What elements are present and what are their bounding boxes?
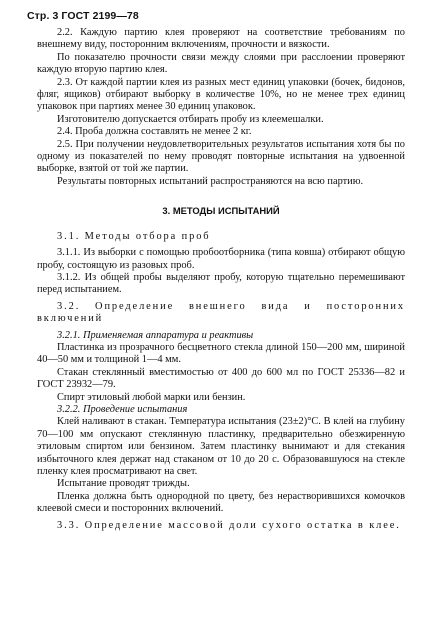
paragraph-alcohol: Спирт этиловый любой марки или бензин. bbox=[57, 391, 246, 403]
page-header: Стр. 3 ГОСТ 2199—78 bbox=[27, 10, 139, 22]
paragraph-glass-beaker: Стакан стеклянный вместимостью от 400 до 600 мл по ГОСТ 25336—82 и ГОСТ 23932—79. bbox=[37, 366, 405, 391]
paragraph-film-requirements: Пленка должна быть однородной по цвету, без нерастворившихся комочков клеевой смеси и посторонних включений. bbox=[37, 490, 405, 515]
paragraph-procedure: Клей наливают в стакан. Температура испытания (23±2)°С. В клей на глубину 70—100 мм опускают стеклянную пластинку, предварительно обезжиренную этиловым спиртом или бензином. Затем пластинку вынимают и для стекания избыточного клея держат над стаканом от 10 до 20 с. Образовавшуюся на стекле пленку клея просматривают на свет. bbox=[37, 416, 405, 477]
subheading-3-2: 3.2. Определение внешнего вида и посторонних включений bbox=[37, 300, 405, 325]
subheading-3-2-1: 3.2.1. Применяемая аппаратура и реактивы bbox=[57, 329, 254, 341]
paragraph-2-3: 2.3. От каждой партии клея из разных мест единиц упаковки (бочек, бидонов, фляг, ящиков) отбирают выборку в количестве 10%, но не менее трех единиц упаковок при партиях менее 30 единиц упаковок. bbox=[37, 76, 405, 113]
document-body bbox=[37, 27, 405, 532]
section-heading-3: 3. МЕТОДЫ ИСПЫТАНИЙ bbox=[162, 205, 280, 217]
paragraph-glass-plate: Пластинка из прозрачного бесцветного стекла длиной 150—200 мм, шириной 40—50 мм и толщиной 1—4 мм. bbox=[37, 341, 405, 366]
paragraph-three-times: Испытание проводят трижды. bbox=[57, 478, 190, 490]
paragraph-manufacturer-sample: Изготовителю допускается отбирать пробу из клеемешалки. bbox=[57, 113, 324, 125]
subheading-3-3: 3.3. Определение массовой доли сухого остатка в клее. bbox=[57, 519, 401, 531]
paragraph-retest-results: Результаты повторных испытаний распространяются на всю партию. bbox=[57, 175, 364, 187]
paragraph-3-1-2: 3.1.2. Из общей пробы выделяют пробу, которую тщательно перемешивают перед испытанием. bbox=[37, 271, 405, 296]
paragraph-2-5: 2.5. При получении неудовлетворительных результатов испытания хотя бы по одному из показателей по нему проводят повторные испытания на удвоенной выборке, взятой от той же партии. bbox=[37, 138, 405, 175]
paragraph-peel-strength: По показателю прочности связи между слоями при расслоении проверяют каждую вторую партию клея. bbox=[37, 51, 405, 76]
subheading-3-2-2: 3.2.2. Проведение испытания bbox=[57, 403, 188, 415]
paragraph-2-2: 2.2. Каждую партию клея проверяют на соответствие требованиям по внешнему виду, посторонним включениям, прочности и вязкости. bbox=[37, 27, 405, 51]
subheading-3-1: 3.1. Методы отбора проб bbox=[57, 230, 211, 242]
paragraph-2-4: 2.4. Проба должна составлять не менее 2 кг. bbox=[57, 126, 252, 138]
paragraph-3-1-1: 3.1.1. Из выборки с помощью пробоотборника (типа ковша) отбирают общую пробу, состоящую из разовых проб. bbox=[37, 247, 405, 271]
